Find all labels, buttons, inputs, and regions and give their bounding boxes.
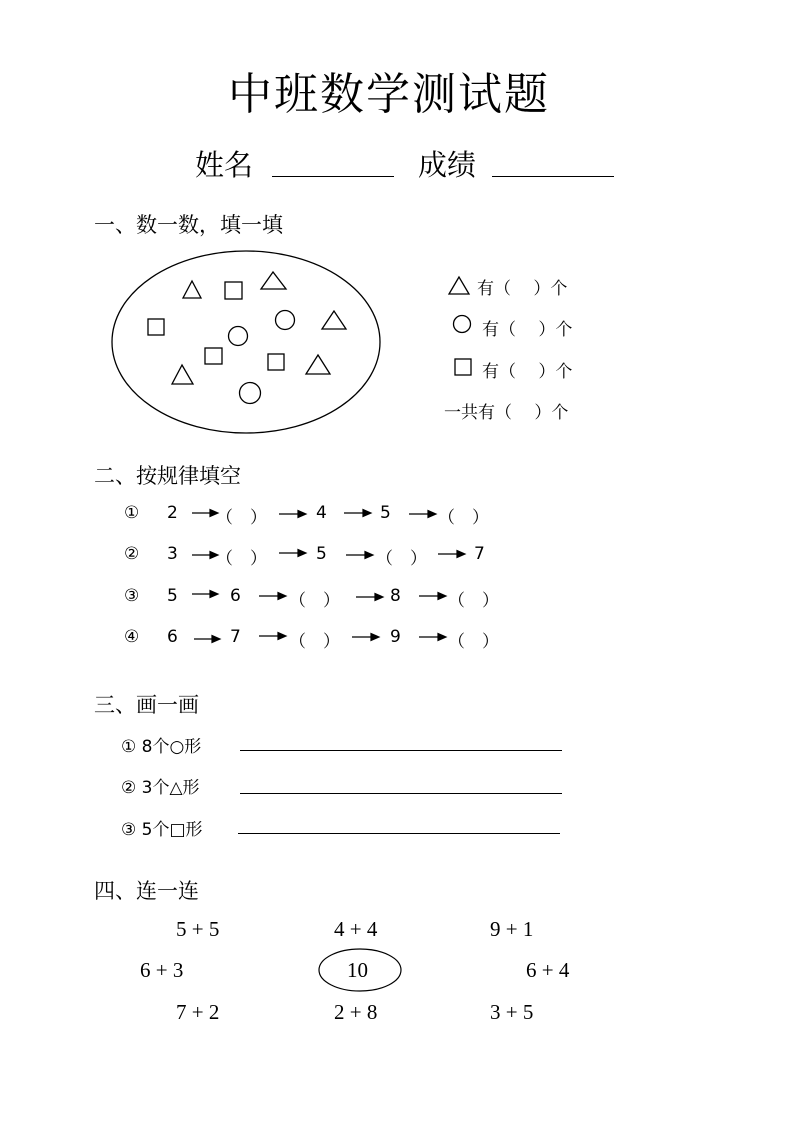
sequence-item: 2 [167, 503, 178, 523]
total-count-text: 一共有（ ）个 [444, 403, 569, 423]
sequence-blank[interactable]: （ ） [438, 508, 489, 528]
sequence-item: 5 [167, 586, 178, 606]
circle-shape [240, 383, 261, 404]
draw-circles-line[interactable] [240, 750, 562, 751]
sequence-item: 6 [230, 586, 241, 606]
draw-circles-label: ① 8个○形 [121, 737, 202, 757]
sequence-item: 4 [316, 503, 327, 523]
triangle-shape [183, 281, 201, 298]
draw-squares-line[interactable] [238, 833, 560, 834]
page-title: 中班数学测试题 [228, 69, 550, 120]
circle-shape [229, 327, 248, 346]
expression-item[interactable]: 4 + 4 [334, 917, 378, 941]
circle-shape [276, 311, 295, 330]
square-shape [268, 354, 284, 370]
expression-item[interactable]: 9 + 1 [490, 917, 534, 941]
sequence-blank[interactable]: （ ） [289, 591, 340, 611]
circle-count-text: 有（ ）个 [482, 320, 573, 340]
triangle-count-text: 有（ ）个 [477, 279, 568, 299]
square-legend-icon [455, 359, 471, 375]
sequence-item: 8 [390, 586, 401, 606]
sequence-item: 7 [474, 544, 485, 564]
expression-item[interactable]: 6 + 4 [526, 958, 570, 982]
answer-ten[interactable]: 10 [347, 958, 368, 982]
sequence-blank[interactable]: （ ） [376, 549, 427, 569]
sequence-item: 3 [167, 544, 178, 564]
triangle-shape [322, 311, 346, 329]
sequence-blank[interactable]: （ ） [448, 632, 499, 652]
row-number: ④ [124, 627, 140, 647]
expression-item[interactable]: 3 + 5 [490, 1000, 534, 1024]
draw-triangles-label: ② 3个△形 [121, 778, 200, 798]
expression-item[interactable]: 5 + 5 [176, 917, 220, 941]
sequence-blank[interactable]: （ ） [448, 591, 499, 611]
expression-item[interactable]: 6 + 3 [140, 958, 184, 982]
expression-item[interactable]: 7 + 2 [176, 1000, 220, 1024]
draw-squares-label: ③ 5个□形 [121, 820, 203, 840]
square-shape [225, 282, 242, 299]
row-number: ③ [124, 586, 140, 606]
square-count-text: 有（ ）个 [482, 362, 573, 382]
triangle-shape [172, 365, 193, 384]
section-1-heading: 一、数一数，填一填 [94, 213, 283, 237]
sequence-item: 7 [230, 627, 241, 647]
row-number: ① [124, 503, 140, 523]
triangle-shape [261, 272, 286, 289]
row-number: ② [124, 544, 140, 564]
section-2-heading: 二、按规律填空 [94, 464, 241, 488]
sequence-item: 6 [167, 627, 178, 647]
section-4-heading: 四、连一连 [94, 879, 199, 903]
circle-legend-icon [454, 316, 471, 333]
square-shape [205, 348, 222, 364]
square-shape [148, 319, 164, 335]
expression-item[interactable]: 2 + 8 [334, 1000, 378, 1024]
sequence-arrows [192, 510, 465, 643]
sequence-blank[interactable]: （ ） [216, 508, 267, 528]
sequence-item: 5 [316, 544, 327, 564]
draw-triangles-line[interactable] [240, 793, 562, 794]
score-label: 成绩 [418, 148, 477, 182]
sequence-blank[interactable]: （ ） [216, 549, 267, 569]
triangle-shape [306, 355, 330, 374]
sequence-item: 9 [390, 627, 401, 647]
triangle-legend-icon [449, 277, 469, 294]
section-3-heading: 三、画一画 [94, 693, 199, 717]
sequence-blank[interactable]: （ ） [289, 632, 340, 652]
name-label: 姓名 [195, 148, 254, 182]
sequence-item: 5 [380, 503, 391, 523]
